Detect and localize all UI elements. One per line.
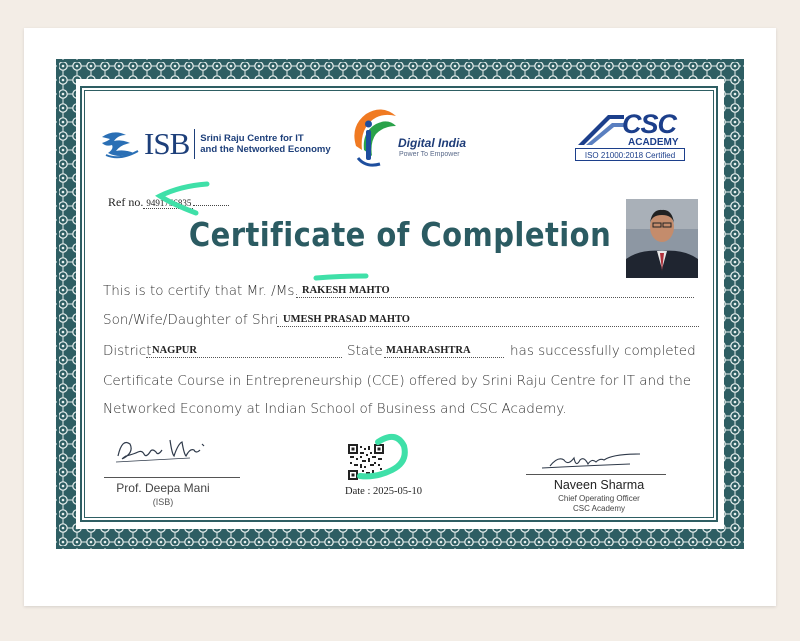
district-value: NAGPUR	[146, 345, 342, 358]
isb-logo-text: ISB	[144, 126, 190, 161]
left-signatory-name: Prof. Deepa Mani	[116, 481, 210, 495]
right-signatory-name: Naveen Sharma	[553, 478, 645, 492]
issue-date: Date : 2025-05-10	[345, 486, 422, 497]
left-signatory-org: (ISB)	[152, 497, 174, 507]
parent-name: UMESH PRASAD MAHTO	[277, 314, 699, 327]
name-highlight-mark	[316, 276, 366, 278]
ref-highlight-mark	[160, 184, 207, 213]
ref-label: Ref no.	[108, 195, 144, 209]
certify-prefix: This is to certify that Mr. /Ms.	[103, 283, 299, 299]
state-value: MAHARASHTRA	[384, 345, 504, 358]
right-signatory-org: CSC Academy	[572, 504, 626, 513]
digital-india-title: Digital India	[398, 136, 467, 150]
digital-india-tagline: Power To Empower	[399, 151, 460, 158]
certificate-title: Certificate of Completion	[188, 215, 612, 254]
csc-iso-badge: ISO 21000:2018 Certified	[575, 148, 685, 161]
qr-highlight-mark	[360, 437, 405, 477]
isb-subtitle-line1: Srini Raju Centre for IT	[200, 133, 304, 144]
right-signatory-title: Chief Operating Officer	[558, 494, 640, 503]
course-line-1: Certificate Course in Entrepreneurship (CCE) offered by Srini Raju Centre for IT and the	[103, 373, 692, 389]
ref-value: 9491756835	[143, 198, 193, 209]
csc-academy-label: ACADEMY	[628, 137, 679, 148]
district-label: District	[103, 343, 152, 359]
completed-text: has successfully completed	[510, 343, 696, 359]
csc-letters: CSC	[622, 109, 677, 139]
recipient-name: RAKESH MAHTO	[296, 285, 694, 298]
course-line-2: Networked Economy at Indian School of Business and CSC Academy.	[103, 401, 567, 417]
relation-prefix: Son/Wife/Daughter of Shri	[103, 312, 279, 328]
state-label: State	[347, 343, 383, 359]
isb-subtitle-line2: and the Networked Economy	[200, 144, 331, 155]
